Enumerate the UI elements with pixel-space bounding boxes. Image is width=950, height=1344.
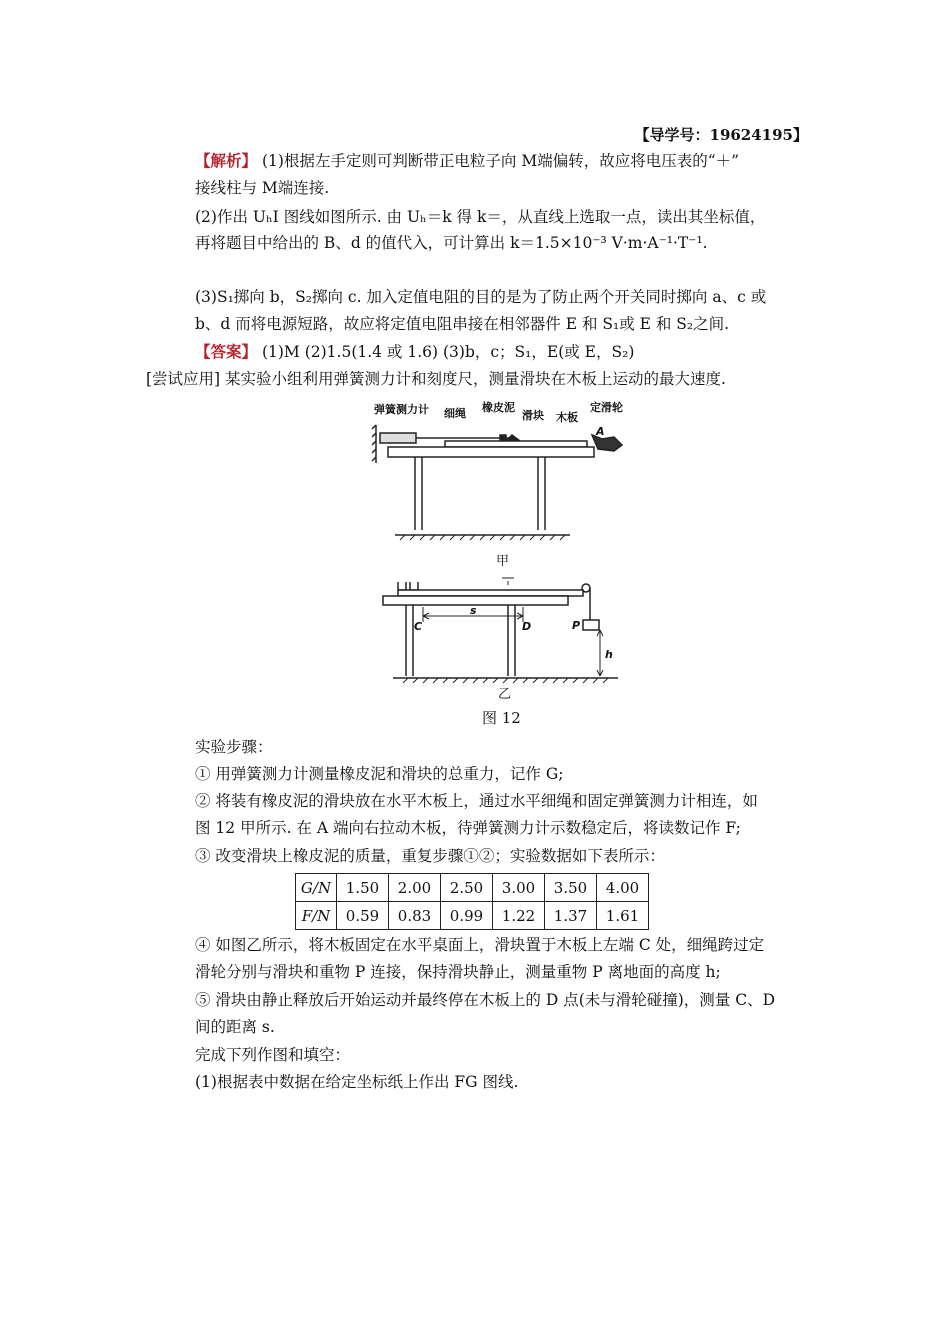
step-3: ③ 改变滑块上橡皮泥的质量，重复步骤①②；实验数据如下表所示： [195, 847, 665, 865]
try-apply-text: [尝试应用] 某实验小组利用弹簧测力计和刻度尺，测量滑块在木板上运动的最大速度. [146, 370, 726, 388]
table-cell: 1.61 [597, 902, 649, 930]
label-jia: 甲 [496, 554, 510, 569]
label-spring-scale: 弹簧测力计 [374, 403, 429, 416]
table-cell: 0.59 [337, 902, 389, 930]
table-cell: 3.00 [493, 874, 545, 902]
answer-text: (1)M (2)1.5(1.4 或 1.6) (3)b，c；S₁，E(或 E，S₂) [261, 343, 635, 361]
data-table [295, 873, 649, 930]
step-5-line-1: ⑤ 滑块由静止释放后开始运动并最终停在木板上的 D 点(未与滑轮碰撞)，测量 C、D [195, 991, 776, 1009]
label-s: s [470, 604, 477, 617]
step-4-line-2: 滑轮分别与滑块和重物 P 连接，保持滑块静止，测量重物 P 离地面的高度 h; [195, 963, 721, 981]
table-cell: 1.22 [493, 902, 545, 930]
table-row [296, 902, 649, 930]
steps-title: 实验步骤： [195, 738, 273, 756]
label-string: 细绳 [444, 407, 466, 420]
label-h: h [605, 648, 613, 661]
table-cell: 2.50 [441, 874, 493, 902]
step-5-line-2: 间的距离 s. [195, 1018, 275, 1036]
table-cell: 0.99 [441, 902, 493, 930]
step-4-line-1: ④ 如图乙所示，将木板固定在水平桌面上，滑块置于木板上左端 C 处，细绳跨过定 [195, 936, 765, 954]
analysis-tag: 【解析】 [195, 151, 258, 170]
label-board: 木板 [556, 411, 578, 424]
analysis-para-1 [195, 150, 739, 172]
label-yi: 乙 [498, 687, 512, 702]
analysis-text: (1)根据左手定则可判断带正电粒子向 M端偏转，故应将电压表的“＋” [261, 152, 740, 170]
label-slider: 滑块 [522, 409, 544, 422]
complete-instruction: 完成下列作图和填空： [195, 1046, 351, 1064]
figure-jia [370, 395, 640, 570]
question-1: (1)根据表中数据在给定坐标纸上作出 FG 图线. [195, 1073, 519, 1091]
analysis-line: 接线柱与 M端连接. [195, 179, 330, 197]
label-pulley: 定滑轮 [590, 401, 623, 414]
figure-yi [378, 572, 628, 702]
label-putty: 橡皮泥 [482, 401, 515, 414]
figure-caption: 图 12 [482, 709, 521, 727]
table-cell: 4.00 [597, 874, 649, 902]
analysis-line: 再将题目中给出的 B、d 的值代入，可计算出 k＝1.5×10⁻³ V·m·A⁻¹·T⁻¹. [195, 234, 708, 252]
guide-number: 【导学号：19624195】 [634, 126, 808, 144]
step-2-line-2: 图 12 甲所示. 在 A 端向右拉动木板，待弹簧测力计示数稳定后，将读数记作 F; [195, 819, 741, 837]
table-header-f: F/N [296, 902, 337, 930]
table-cell: 1.50 [337, 874, 389, 902]
table-cell: 3.50 [545, 874, 597, 902]
step-2-line-1: ② 将装有橡皮泥的滑块放在水平木板上，通过水平细绳和固定弹簧测力计相连，如 [195, 792, 758, 810]
label-p: P [572, 619, 581, 632]
analysis-line: (3)S₁掷向 b，S₂掷向 c. 加入定值电阻的目的是为了防止两个开关同时掷向 a、c 或 [195, 288, 767, 306]
label-a: A [596, 425, 605, 438]
table-cell: 0.83 [389, 902, 441, 930]
analysis-line: (2)作出 UₕI 图线如图所示. 由 Uₕ＝k 得 k＝，从直线上选取一点，读出其坐标值， [195, 208, 766, 226]
step-1: ① 用弹簧测力计测量橡皮泥和滑块的总重力，记作 G; [195, 765, 564, 783]
table-header-g: G/N [296, 874, 337, 902]
table-cell: 1.37 [545, 902, 597, 930]
answer-tag: 【答案】 [195, 342, 258, 361]
answer-line [195, 341, 634, 363]
table-row [296, 874, 649, 902]
table-cell: 2.00 [389, 874, 441, 902]
label-d: D [522, 620, 532, 633]
label-c: C [414, 620, 423, 633]
analysis-line: b、d 而将电源短路，故应将定值电阻串接在相邻器件 E 和 S₁或 E 和 S₂之间. [195, 315, 730, 333]
